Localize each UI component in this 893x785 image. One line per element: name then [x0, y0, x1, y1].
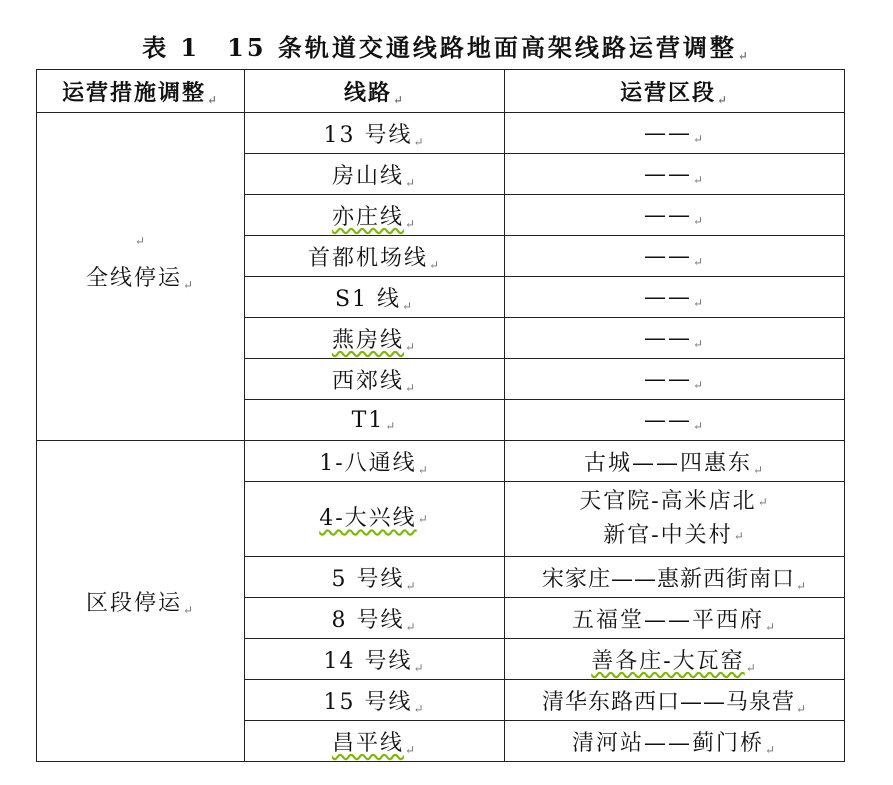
section-cell: 清河站——蓟门桥↵ — [505, 721, 845, 762]
line-cell: 14 号线↵ — [245, 639, 505, 680]
section-cell: ——↵ — [505, 400, 845, 441]
section-cell: 五福堂——平西府↵ — [505, 598, 845, 639]
line-cell: 燕房线↵ — [245, 318, 505, 359]
paragraph-mark: ↵ — [737, 49, 751, 63]
section-cell: ——↵ — [505, 277, 845, 318]
section-cell: 善各庄-大瓦窑↵ — [505, 639, 845, 680]
line-cell: T1↵ — [245, 400, 505, 441]
category-partial-suspension: 区段停运↵ — [37, 441, 245, 762]
line-cell: 8 号线↵ — [245, 598, 505, 639]
header-row — [37, 70, 845, 113]
line-cell: 1-八通线↵ — [245, 441, 505, 482]
line-cell: 西郊线↵ — [245, 359, 505, 400]
section-cell: ——↵ — [505, 318, 845, 359]
header-line: 线路↵ — [245, 70, 505, 113]
section-cell: 古城——四惠东↵ — [505, 441, 845, 482]
section-cell: 宋家庄——惠新西街南口↵ — [505, 557, 845, 598]
header-section: 运营区段↵ — [505, 70, 845, 113]
line-cell: 15 号线↵ — [245, 680, 505, 721]
section-cell: ——↵ — [505, 236, 845, 277]
line-cell: 13 号线↵ — [245, 113, 505, 154]
table-row — [37, 113, 845, 154]
section-cell: ——↵ — [505, 359, 845, 400]
section-cell: 清华东路西口——马泉营↵ — [505, 680, 845, 721]
line-cell: 首都机场线↵ — [245, 236, 505, 277]
line-cell: 房山线↵ — [245, 154, 505, 195]
line-cell: 亦庄线↵ — [245, 195, 505, 236]
category-full-suspension: ↵ 全线停运↵ — [37, 113, 245, 441]
line-cell: 4-大兴线↵ — [245, 482, 505, 557]
section-cell: ——↵ — [505, 154, 845, 195]
table-row — [37, 441, 845, 482]
section-cell: 天官院-高米店北↵ 新官-中关村↵ — [505, 482, 845, 557]
line-cell: 5 号线↵ — [245, 557, 505, 598]
section-cell: ——↵ — [505, 195, 845, 236]
line-cell: S1 线↵ — [245, 277, 505, 318]
table-title: 表 1 15 条轨道交通线路地面高架线路运营调整↵ — [142, 33, 751, 63]
header-measure: 运营措施调整↵ — [37, 70, 245, 113]
line-cell: 昌平线↵ — [245, 721, 505, 762]
operations-table — [36, 69, 845, 762]
section-cell: ——↵ — [505, 113, 845, 154]
